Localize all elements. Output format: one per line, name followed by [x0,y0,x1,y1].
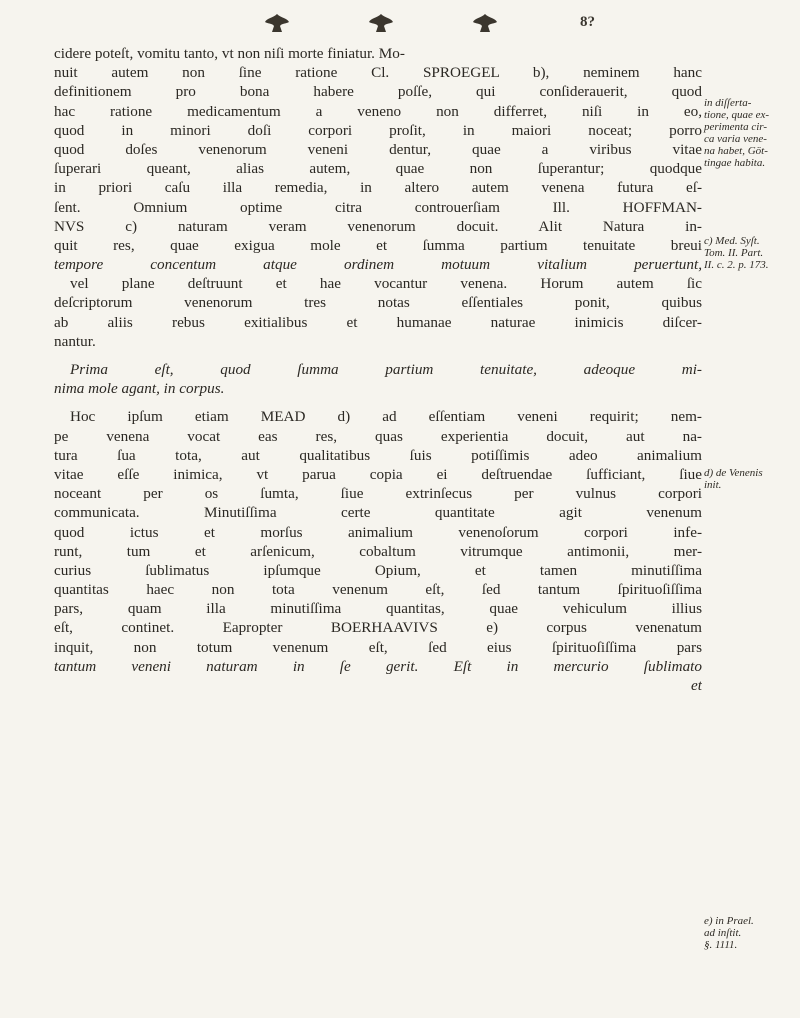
text-line: tantum veneni naturam in ſe gerit. Eſt in mercurio ſublimato [54,657,702,675]
text-line: nantur. [54,332,96,350]
margin-note: na habet, Göt- [704,145,768,157]
text-line: deſcriptorum venenorum tres notas eſſentiales ponit, quibus [54,294,702,312]
text-line: quod in minori doſi corpori proſit, in maiori noceat; porro [54,121,702,139]
text-line: ſuperari queant, alias autem, quae non ſuperantur; quodque [54,160,702,178]
text-line: NVS c) naturam veram venenorum docuit. Alit Natura in- [54,217,702,235]
margin-note: tione, quae ex- [704,109,770,121]
text-line: hac ratione medicamentum a veneno non differret, niſi in eo, [54,102,702,120]
text-line: definitionem pro bona habere poſſe, qui conſiderauerit, quod [54,83,702,101]
text-line: ſent. Omnium optime citra controuerſiam Ill. HOFFMAN- [54,198,702,216]
text-line: ab aliis rebus exitialibus et humanae naturae inimicis diſcer- [54,313,702,331]
text-line: quod ictus et morſus animalium venenoſorum corpori infe- [54,523,702,541]
text-line: quit res, quae exigua mole et ſumma partium tenuitate breui [54,236,702,254]
text-line: pars, quam illa minutiſſima quantitas, quae vehiculum illius [54,600,702,618]
text-line: nima mole agant, in corpus. [54,380,225,398]
text-line: eſt, continet. Eapropter BOERHAAVIVS e) corpus venenatum [54,619,702,637]
text-line: inquit, non totum venenum eſt, ſed eius ſpirituoſiſſima pars [54,638,702,656]
text-line: pe venena vocat eas res, quas experientia docuit, aut na- [54,427,702,445]
margin-note: tingae habita. [704,157,766,169]
margin-note: init. [704,479,722,491]
margin-note: ca varia vene- [704,133,767,145]
body-text [54,44,702,695]
text-line: Prima eſt, quod ſumma partium tenuitate, adeoque mi- [70,361,702,378]
text-line: tura ſua tota, aut qualitatibus ſuis potiſſimis adeo animalium [54,446,702,464]
fleuron-icon [262,12,292,34]
margin-note: c) Med. Syſt. [704,235,760,247]
text-line: runt, tum et arſenicum, cobaltum vitrumque antimonii, mer- [54,542,702,560]
margin-note: Tom. II. Part. [704,247,764,259]
text-line: Hoc ipſum etiam MEAD d) ad eſſentiam veneni requirit; nem- [70,408,702,426]
fleuron-icon [366,12,396,34]
margin-note: e) in Prael. [704,915,754,927]
text-line: nuit autem non ſine ratione Cl. SPROEGEL b), neminem hanc [54,64,702,82]
margin-note: II. c. 2. p. 173. [704,259,769,271]
text-line: cidere poteſt, vomitu tanto, vt non niſi morte finiatur. Mo- [54,45,405,62]
text-line: in priori caſu illa remedia, in altero autem venena futura eſ- [54,179,702,197]
catchword: et [691,677,702,694]
margin-note: perimenta cir- [704,121,768,133]
text-line: quantitas haec non tota venenum eſt, ſed tantum ſpirituoſiſſima [54,581,702,599]
header-ornaments [0,8,800,48]
text-line: vel plane deſtruunt et hae vocantur venena. Horum autem ſic [70,275,702,293]
margin-note: ad inſtit. [704,927,742,939]
margin-note: §. 1111. [704,939,738,951]
text-line: tempore concentum atque ordinem motuum vitalium peruertunt, [54,256,702,274]
text-line: curius ſublimatus ipſumque Opium, et tamen minutiſſima [54,561,702,579]
page-number: 8? [580,14,595,30]
margin-note: in diſſerta- [704,97,752,109]
text-line: quod doſes venenorum veneni dentur, quae a viribus vitae [54,140,702,158]
text-line: communicata. Minutiſſima certe quantitate agit venenum [54,504,702,522]
text-line: noceant per os ſumta, ſiue extrinſecus per vulnus corpori [54,485,702,503]
fleuron-icon [470,12,500,34]
text-line: vitae eſſe inimica, vt parua copia ei deſtruendae ſufficiant, ſiue [54,465,702,483]
margin-note: d) de Venenis [704,467,763,479]
